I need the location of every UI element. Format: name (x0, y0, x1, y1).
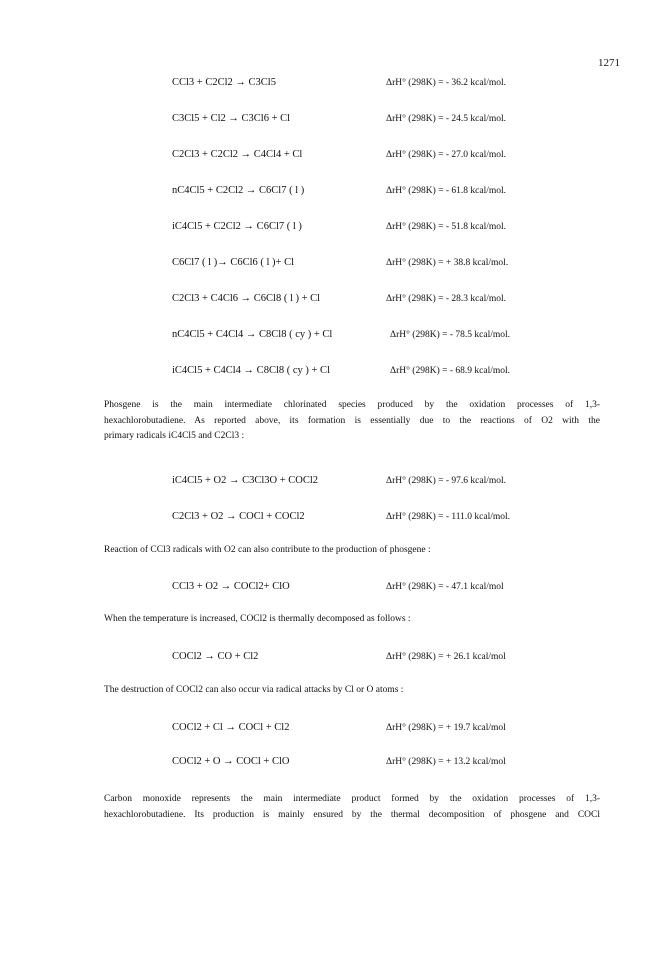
paragraph-line: primary radicals iC4Cl5 and C2Cl3 : (104, 431, 245, 441)
reaction-equation: nC4Cl5 + C2Cl2 → C6Cl7 ( l ) (172, 185, 305, 196)
reaction-enthalpy: ΔrH° (298K) = + 19.7 kcal/mol (386, 723, 506, 733)
reaction-equation: COCl2 + Cl → COCl + Cl2 (172, 722, 290, 733)
paragraph-line: hexachlorobutadiene. Its production is mainly ensured by the thermal decomposition of phosgene and COCl (104, 809, 600, 820)
paragraph (104, 792, 600, 823)
reaction-enthalpy: ΔrH° (298K) = - 51.8 kcal/mol. (386, 222, 507, 232)
paragraph-line: hexachlorobutadiene. As reported above, its formation is essentially due to the reactions of O2 with the (104, 415, 600, 426)
paragraph: When the temperature is increased, COCl2 is thermally decomposed as follows : (104, 614, 411, 624)
reaction-equation: iC4Cl5 + O2 → C3Cl3O + COCl2 (172, 475, 319, 486)
reaction-enthalpy: ΔrH° (298K) = - 36.2 kcal/mol. (386, 78, 507, 88)
paragraph: Reaction of CCl3 radicals with O2 can also contribute to the production of phosgene : (104, 545, 431, 555)
reaction-equation: CCl3 + O2 → COCl2+ ClO (172, 581, 290, 592)
reaction-enthalpy: ΔrH° (298K) = - 78.5 kcal/mol. (390, 330, 511, 340)
reaction-enthalpy: ΔrH° (298K) = - 28.3 kcal/mol. (386, 294, 507, 304)
paragraph: The destruction of COCl2 can also occur via radical attacks by Cl or O atoms : (104, 685, 404, 695)
reaction-enthalpy: ΔrH° (298K) = + 26.1 kcal/mol (386, 652, 506, 662)
reaction-enthalpy: ΔrH° (298K) = - 97.6 kcal/mol. (386, 476, 507, 486)
reaction-equation: C2Cl3 + O2 → COCl + COCl2 (172, 511, 305, 522)
reaction-equation: CCl3 + C2Cl2 → C3Cl5 (172, 77, 276, 88)
paragraph-line: Carbon monoxide represents the main intermediate product formed by the oxidation processes of 1,3- (104, 794, 600, 804)
reaction-equation: C3Cl5 + Cl2 → C3Cl6 + Cl (172, 113, 291, 124)
page-number: 1271 (598, 57, 620, 69)
reaction-enthalpy: ΔrH° (298K) = - 61.8 kcal/mol. (386, 186, 507, 196)
reaction-enthalpy: ΔrH° (298K) = - 24.5 kcal/mol. (386, 114, 507, 124)
reaction-equation: COCl2 → CO + Cl2 (172, 651, 259, 662)
reaction-equation: iC4Cl5 + C4Cl4 → C8Cl8 ( cy ) + Cl (172, 365, 330, 376)
reaction-enthalpy: ΔrH° (298K) = + 13.2 kcal/mol (386, 757, 506, 767)
reaction-enthalpy: ΔrH° (298K) = - 111.0 kcal/mol. (386, 512, 511, 522)
reaction-enthalpy: ΔrH° (298K) = - 47.1 kcal/mol (386, 582, 504, 592)
paragraph-line: Phosgene is the main intermediate chlorinated species produced by the oxidation processes of 1,3- (104, 400, 600, 410)
reaction-equation: C2Cl3 + C4Cl6 → C6Cl8 ( l ) + Cl (172, 293, 321, 304)
reaction-equation: nC4Cl5 + C4Cl4 → C8Cl8 ( cy ) + Cl (172, 329, 333, 340)
reaction-enthalpy: ΔrH° (298K) = - 68.9 kcal/mol. (390, 366, 511, 376)
reaction-equation: COCl2 + O → COCl + ClO (172, 756, 290, 767)
reaction-equation: iC4Cl5 + C2Cl2 → C6Cl7 ( l ) (172, 221, 302, 232)
reaction-equation: C6Cl7 ( l )→ C6Cl6 ( l )+ Cl (172, 257, 295, 268)
paragraph (104, 398, 600, 445)
reaction-enthalpy: ΔrH° (298K) = + 38.8 kcal/mol. (386, 258, 509, 268)
reaction-enthalpy: ΔrH° (298K) = - 27.0 kcal/mol. (386, 150, 507, 160)
reaction-equation: C2Cl3 + C2Cl2 → C4Cl4 + Cl (172, 149, 303, 160)
